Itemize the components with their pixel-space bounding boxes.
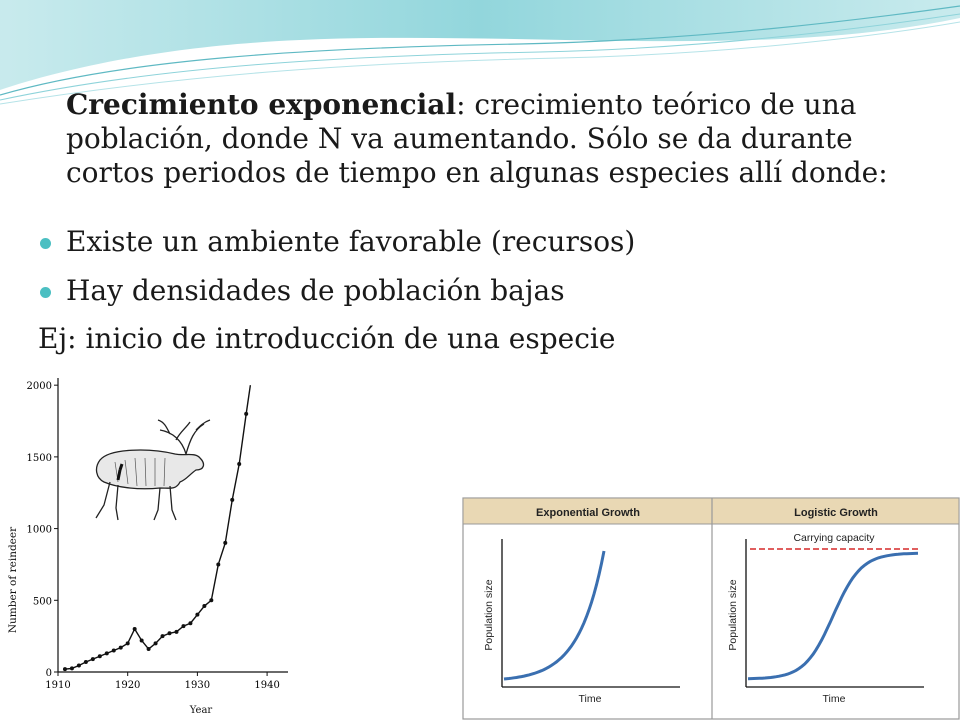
x-axis-label: Year (189, 705, 213, 716)
y-tick-label: 2000 (26, 381, 52, 393)
data-point (188, 621, 192, 625)
intro-paragraph (44, 88, 944, 190)
growth-comparison-panel (462, 497, 960, 720)
bullet-dot-icon (40, 238, 51, 249)
data-point (70, 666, 74, 670)
exp-y-axis-label: Population size (483, 579, 495, 651)
population-line (65, 385, 250, 669)
data-point (216, 562, 220, 566)
data-point (223, 541, 227, 545)
y-tick-label: 1000 (26, 524, 52, 536)
data-point (168, 631, 172, 635)
data-point (237, 462, 241, 466)
exp-x-axis-label: Time (578, 693, 602, 705)
exponential-growth-title: Exponential Growth (536, 507, 640, 519)
data-point (98, 654, 102, 658)
data-point (63, 667, 67, 671)
x-tick-label: 1930 (184, 680, 211, 691)
data-point (119, 646, 123, 650)
data-point (147, 647, 151, 651)
data-point (91, 657, 95, 661)
bullet-dot-icon (40, 287, 51, 298)
intro-line1-rest: : crecimiento teórico de una (456, 88, 857, 121)
reindeer-population-chart (0, 370, 295, 720)
data-point (84, 660, 88, 664)
log-x-axis-label: Time (822, 693, 846, 705)
data-point (230, 498, 234, 502)
intro-line3: cortos periodos de tiempo en algunas especies allí donde: (66, 156, 888, 189)
data-point (154, 641, 158, 645)
x-tick-label: 1940 (254, 680, 280, 691)
data-point (133, 627, 137, 631)
y-axis-label: Number of reindeer (7, 526, 19, 634)
example-line: Ej: inicio de introducción de una especie (38, 322, 616, 355)
y-tick-label: 500 (32, 596, 52, 608)
data-point (105, 651, 109, 655)
intro-bold-term: Crecimiento exponencial (66, 88, 457, 121)
data-point (195, 613, 199, 617)
y-tick-label: 0 (45, 668, 52, 679)
data-point (209, 598, 213, 602)
data-point (112, 648, 116, 652)
data-point (174, 630, 178, 634)
panel-border (463, 498, 959, 719)
carrying-capacity-label: Carrying capacity (793, 532, 875, 544)
y-tick-label: 1500 (26, 452, 52, 464)
intro-line2: población, donde N va aumentando. Sólo se da durante (66, 122, 853, 155)
data-point (161, 634, 165, 638)
data-point (126, 641, 130, 645)
logistic-growth-title: Logistic Growth (794, 507, 878, 519)
data-point (244, 412, 248, 416)
x-tick-label: 1920 (114, 680, 141, 691)
data-point (202, 604, 206, 608)
x-tick-label: 1910 (45, 680, 71, 691)
data-point (77, 664, 81, 668)
log-y-axis-label: Population size (727, 579, 739, 651)
data-point (140, 638, 144, 642)
data-point (181, 624, 185, 628)
reindeer-illustration (96, 420, 210, 520)
